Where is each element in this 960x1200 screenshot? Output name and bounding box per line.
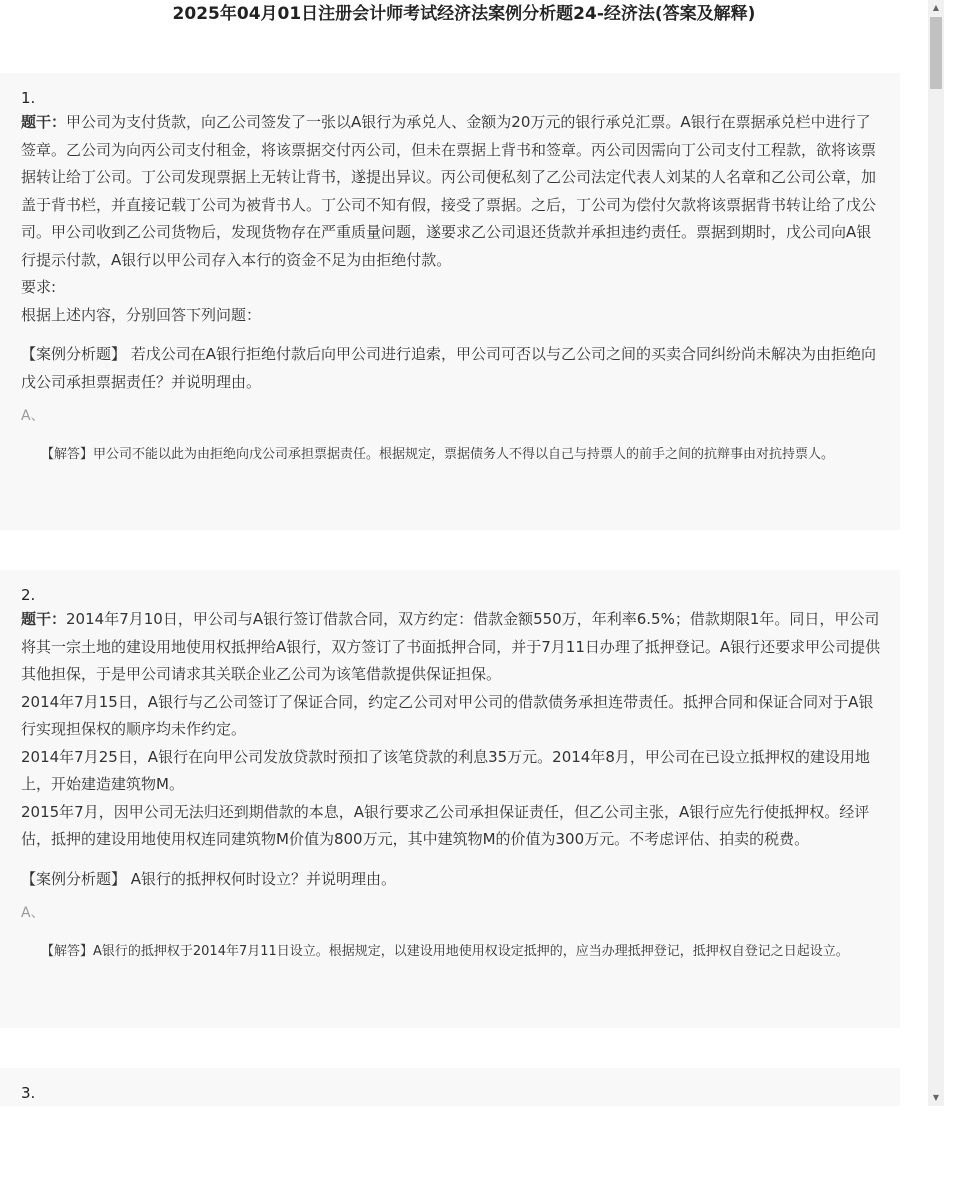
stem-text: 甲公司为支付货款，向乙公司签发了一张以A银行为承兑人、金额为20万元的银行承兑汇票。A银行在票据承兑栏中进行了签章。乙公司为向丙公司支付租金，将该票据交付丙公司，但未在票据上背书和签章。丙公司因需向丁公司支付工程款，欲将该票据转让给丁公司。丁公司发现票据上无转让背书，遂提出异议。丙公司便私刻了乙公司法定代表人刘某的人名章和乙公司公章，加盖于背书栏，并直接记载丁公司为被背书人。丁公司不知有假，接受了票据。之后，丁公司为偿付欠款将该票据背书转让给了戊公司。甲公司收到乙公司货物后，发现货物存在严重质量问题，遂要求乙公司退还货款并承担违约责任。票据到期时，戊公司向A银行提示付款，A银行以甲公司存入本行的资金不足为由拒绝付款。 [21,113,877,269]
question-card-2 [0,570,900,1028]
answer-option[interactable]: A、 [21,408,45,424]
page-title: 2025年04月01日注册会计师考试经济法案例分析题24-经济法(答案及解释) [172,4,756,24]
scrollbar-thumb[interactable] [930,17,942,89]
vertical-scrollbar[interactable] [928,0,944,1106]
stem-paragraph: 2014年7月25日，A银行在向甲公司发放贷款时预扣了该笔贷款的利息35万元。2014年8月，甲公司在已设立抵押权的建设用地上，开始建造建筑物M。 [21,747,870,793]
case-question: 【案例分析题】 A银行的抵押权何时设立？并说明理由。 [21,869,397,888]
stem-paragraph: 2015年7月，因甲公司无法归还到期借款的本息，A银行要求乙公司承担保证责任，但乙公司主张，A银行应先行使抵押权。经评估，抵押的建设用地使用权连同建筑物M价值为800万元，其中建筑物M的价值为300万元。不考虑评估、拍卖的税费。 [21,802,870,848]
stem-label: 题干： [21,113,67,131]
question-number: 3. [21,1084,36,1102]
question-stem [21,109,884,274]
answer-explanation: 【解答】A银行的抵押权于2014年7月11日设立。根据规定，以建设用地使用权设定抵押的，应当办理抵押登记，抵押权自登记之日起设立。 [41,944,849,959]
answer-option[interactable]: A、 [21,905,45,921]
content-viewport [0,30,928,1106]
stem-label: 题干： [21,610,67,628]
question-stem [21,606,884,689]
question-card-1 [0,73,900,530]
question-number: 1. [21,89,36,107]
question-card-3 [0,1068,900,1106]
scroll-up-icon[interactable]: ▲ [932,3,940,12]
case-question: 【案例分析题】 若戊公司在A银行拒绝付款后向甲公司进行追索，甲公司可否以与乙公司之间的买卖合同纠纷尚未解决为由拒绝向戊公司承担票据责任？并说明理由。 [21,345,877,391]
stem-paragraph: 要求: [21,278,57,296]
scroll-down-icon[interactable]: ▼ [932,1093,940,1102]
stem-paragraph: 2014年7月15日，A银行与乙公司签订了保证合同，约定乙公司对甲公司的借款债务承担连带责任。抵押合同和保证合同对于A银行实现担保权的顺序均未作约定。 [21,692,874,738]
question-number: 2. [21,586,36,604]
stem-text: 2014年7月10日，甲公司与A银行签订借款合同，双方约定：借款金额550万，年利率6.5%；借款期限1年。同日，甲公司将其一宗土地的建设用地使用权抵押给A银行，双方签订了书面抵押合同，并于7月11日办理了抵押登记。A银行还要求甲公司提供其他担保，于是甲公司请求其关联企业乙公司为该笔借款提供保证担保。 [21,610,881,683]
answer-explanation: 【解答】甲公司不能以此为由拒绝向戊公司承担票据责任。根据规定，票据债务人不得以自己与持票人的前手之间的抗辩事由对抗持票人。 [41,447,835,462]
stem-paragraph: 根据上述内容，分别回答下列问题： [21,305,262,324]
